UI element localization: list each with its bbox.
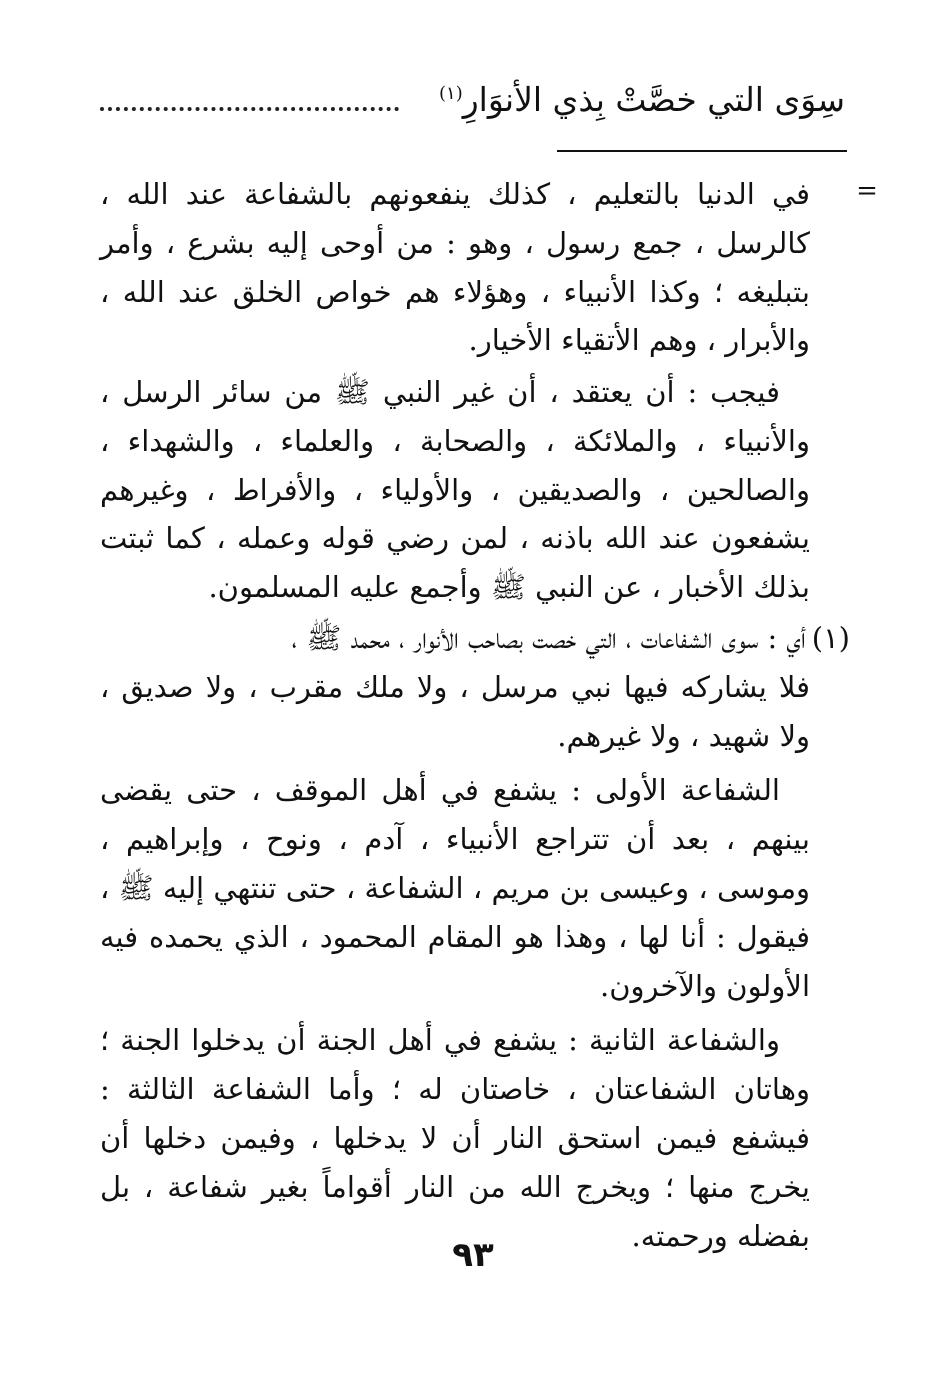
footnote-continuation: فلا يشاركه فيها نبي مرسل ، ولا ملك مقرب ، ولا صديق ، ولا شهيد ، ولا غيرهم.	[100, 669, 810, 753]
verse-dotted-leader	[100, 107, 399, 111]
commentary-paragraph-2: فيجب : أن يعتقد ، أن غير النبي ﷺ من سائر الرسل ، والأنبياء ، والملائكة ، والصحابة ، والعلماء ، والشهداء ، والصالحين ، والصديقين ، والأولياء ، والأفراط ، وغيرهم يشفعون عند الله باذنه ، لمن رضي قوله وعمله ، كما ثبتت بذلك الأخبار ، عن النبي ﷺ وأجمع عليه المسلمون.	[100, 375, 810, 605]
commentary-paragraph-1: في الدنيا بالتعليم ، كذلك ينفعونهم بالشفاعة عند الله ، كالرسل ، جمع رسول ، وهو : من أوحى إليه بشرع ، وأمر بتبليغه ؛ وكذا الأنبياء ، وهؤلاء هم خواص الخلق عند الله ، والأبرار ، وهم الأتقياء الأخيار.	[100, 177, 810, 358]
footnote-paragraph-2: والشفاعة الثانية : يشفع في أهل الجنة أن يدخلوا الجنة ؛ وهاتان الشفاعتان ، خاصتان له ؛ وأما الشفاعة الثالثة : فيشفع فيمن استحق النار أن لا يدخلها ، وفيمن دخلها أن يخرج منها ؛ ويخرج الله من النار أقواماً بغير شفاعة ، بل بفضله ورحمته.	[100, 1023, 810, 1253]
footnote-block	[100, 614, 850, 1260]
footnote-first-text: أي : سوى الشفاعات ، التي خصت بصاحب الأنوار ، محمد ﷺ ،	[291, 621, 806, 655]
page-number: ٩٣	[452, 1235, 494, 1275]
verse-footnote-ref: (١)	[439, 83, 463, 105]
verse-header	[100, 70, 845, 130]
verse-text	[439, 80, 845, 120]
verse-hemistich: سِوَى التي خصَّتْ بِذي الأنوَارِ	[462, 80, 845, 120]
continuation-mark: =	[856, 176, 878, 206]
footnote-first-line	[100, 614, 850, 663]
header-divider	[557, 150, 847, 152]
footnote-paragraph-1: الشفاعة الأولى : يشفع في أهل الموقف ، حتى يقضى بينهم ، بعد أن تتراجع الأنبياء ، آدم ، ونوح ، وإبراهيم ، وموسى ، وعيسى بن مريم ، الشفاعة ، حتى تنتهي إليه ﷺ ، فيقول : أنا لها ، وهذا هو المقام المحمود ، الذي يحمده فيه الأولون والآخرون.	[100, 773, 810, 1003]
footnote-number: (١)	[811, 621, 850, 655]
